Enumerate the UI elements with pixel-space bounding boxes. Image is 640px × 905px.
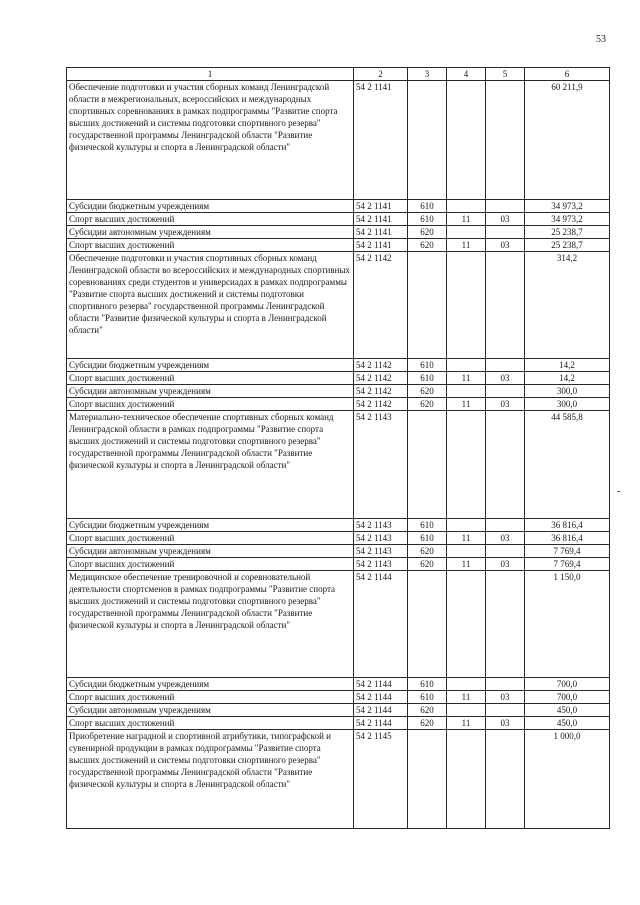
row-section-cell: 11 (447, 691, 486, 704)
row-subsection-cell: 03 (486, 372, 525, 385)
row-type-cell: 610 (408, 678, 447, 691)
row-type-cell: 610 (408, 532, 447, 545)
row-name-cell: Субсидии бюджетным учреждениям (67, 519, 354, 532)
row-name-cell: Субсидии бюджетным учреждениям (67, 359, 354, 372)
row-section-cell: 11 (447, 398, 486, 411)
row-amount-cell: 14,2 (525, 359, 610, 372)
row-amount-cell: 314,2 (525, 252, 610, 359)
table-row (67, 678, 610, 691)
row-code-cell: 54 2 1144 (354, 691, 408, 704)
row-code-cell: 54 2 1143 (354, 532, 408, 545)
row-name-cell: Спорт высших достижений (67, 372, 354, 385)
column-header: 2 (354, 68, 408, 81)
row-amount-cell: 700,0 (525, 691, 610, 704)
row-type-cell: 610 (408, 372, 447, 385)
table-row-program (67, 730, 610, 829)
row-subsection-cell: 03 (486, 213, 525, 226)
table-row (67, 226, 610, 239)
table-row (67, 372, 610, 385)
row-code-cell: 54 2 1142 (354, 359, 408, 372)
row-code-cell: 54 2 1144 (354, 678, 408, 691)
table-row-program (67, 571, 610, 678)
column-header: 6 (525, 68, 610, 81)
row-type-cell: 610 (408, 359, 447, 372)
row-code-cell: 54 2 1144 (354, 717, 408, 730)
row-subsection-cell (486, 359, 525, 372)
row-amount-cell: 25 238,7 (525, 226, 610, 239)
row-code-cell: 54 2 1141 (354, 213, 408, 226)
row-section-cell (447, 200, 486, 213)
row-amount-cell: 300,0 (525, 398, 610, 411)
table-row-program (67, 411, 610, 519)
row-type-cell: 620 (408, 704, 447, 717)
row-type-cell (408, 81, 447, 200)
row-subsection-cell (486, 385, 525, 398)
row-type-cell: 620 (408, 385, 447, 398)
row-subsection-cell (486, 519, 525, 532)
table-row (67, 385, 610, 398)
budget-table-body (67, 68, 610, 829)
row-section-cell: 11 (447, 372, 486, 385)
row-code-cell: 54 2 1144 (354, 704, 408, 717)
row-type-cell: 610 (408, 519, 447, 532)
column-header: 5 (486, 68, 525, 81)
row-code-cell: 54 2 1143 (354, 411, 408, 519)
column-header: 3 (408, 68, 447, 81)
row-section-cell: 11 (447, 717, 486, 730)
row-code-cell: 54 2 1141 (354, 239, 408, 252)
row-section-cell (447, 359, 486, 372)
row-type-cell (408, 571, 447, 678)
row-subsection-cell: 03 (486, 398, 525, 411)
row-type-cell (408, 730, 447, 829)
row-code-cell: 54 2 1143 (354, 519, 408, 532)
row-section-cell (447, 545, 486, 558)
row-name-cell: Приобретение наградной и спортивной атрибутики, типографской и сувенирной продукции в рамках подпрограммы "Развитие спорта высших достижений и системы подготовки спортивного резерва" государственной программы Ленинградской области "Развитие физической культуры и спорта в Ленинградской области" (67, 730, 354, 829)
row-subsection-cell (486, 411, 525, 519)
row-code-cell: 54 2 1142 (354, 385, 408, 398)
row-amount-cell: 34 973,2 (525, 213, 610, 226)
row-name-cell: Обеспечение подготовки и участия сборных команд Ленинградской области в межрегиональных, всероссийских и международных спортивных соревнованиях в рамках подпрограммы "Развитие спорта высших достижений и системы подготовки спортивного резерва" государственной программы Ленинградской области "Развитие физической культуры и спорта в Ленинградской области" (67, 81, 354, 200)
row-amount-cell: 25 238,7 (525, 239, 610, 252)
row-subsection-cell: 03 (486, 532, 525, 545)
row-subsection-cell: 03 (486, 691, 525, 704)
row-name-cell: Спорт высших достижений (67, 239, 354, 252)
row-type-cell (408, 411, 447, 519)
row-amount-cell: 450,0 (525, 704, 610, 717)
row-name-cell: Спорт высших достижений (67, 558, 354, 571)
row-section-cell (447, 571, 486, 678)
row-section-cell (447, 678, 486, 691)
table-row (67, 239, 610, 252)
row-section-cell (447, 226, 486, 239)
row-type-cell: 610 (408, 691, 447, 704)
table-row-program (67, 252, 610, 359)
row-code-cell: 54 2 1141 (354, 81, 408, 200)
table-row (67, 545, 610, 558)
row-amount-cell: 1 000,0 (525, 730, 610, 829)
row-subsection-cell (486, 571, 525, 678)
row-amount-cell: 7 769,4 (525, 558, 610, 571)
row-section-cell (447, 252, 486, 359)
margin-mark: - (617, 486, 621, 497)
row-code-cell: 54 2 1145 (354, 730, 408, 829)
row-amount-cell: 450,0 (525, 717, 610, 730)
row-code-cell: 54 2 1143 (354, 545, 408, 558)
row-subsection-cell (486, 730, 525, 829)
row-section-cell: 11 (447, 213, 486, 226)
row-name-cell: Спорт высших достижений (67, 532, 354, 545)
row-section-cell (447, 81, 486, 200)
row-code-cell: 54 2 1141 (354, 226, 408, 239)
row-section-cell (447, 730, 486, 829)
row-name-cell: Субсидии автономным учреждениям (67, 545, 354, 558)
row-name-cell: Субсидии бюджетным учреждениям (67, 678, 354, 691)
table-row (67, 519, 610, 532)
table-row (67, 213, 610, 226)
row-section-cell (447, 385, 486, 398)
table-row-program (67, 81, 610, 200)
row-subsection-cell (486, 678, 525, 691)
row-subsection-cell: 03 (486, 239, 525, 252)
table-row (67, 558, 610, 571)
row-subsection-cell (486, 200, 525, 213)
row-name-cell: Субсидии автономным учреждениям (67, 704, 354, 717)
row-code-cell: 54 2 1142 (354, 398, 408, 411)
row-name-cell: Спорт высших достижений (67, 398, 354, 411)
row-name-cell: Субсидии автономным учреждениям (67, 226, 354, 239)
row-type-cell: 620 (408, 226, 447, 239)
row-type-cell: 610 (408, 213, 447, 226)
row-subsection-cell: 03 (486, 717, 525, 730)
row-amount-cell: 34 973,2 (525, 200, 610, 213)
column-header: 1 (67, 68, 354, 81)
row-subsection-cell (486, 252, 525, 359)
row-name-cell: Спорт высших достижений (67, 691, 354, 704)
table-row (67, 691, 610, 704)
row-section-cell (447, 519, 486, 532)
row-name-cell: Субсидии бюджетным учреждениям (67, 200, 354, 213)
row-section-cell: 11 (447, 558, 486, 571)
row-code-cell: 54 2 1144 (354, 571, 408, 678)
row-section-cell: 11 (447, 532, 486, 545)
row-amount-cell: 1 150,0 (525, 571, 610, 678)
row-type-cell (408, 252, 447, 359)
row-subsection-cell (486, 704, 525, 717)
row-name-cell: Материально-техническое обеспечение спортивных сборных команд Ленинградской области в рамках подпрограммы "Развитие спорта высших достижений и системы подготовки спортивного резерва" государственной программы Ленинградской области "Развитие физической культуры и спорта в Ленинградской области" (67, 411, 354, 519)
row-code-cell: 54 2 1143 (354, 558, 408, 571)
table-row (67, 532, 610, 545)
row-amount-cell: 36 816,4 (525, 519, 610, 532)
row-amount-cell: 14,2 (525, 372, 610, 385)
table-row (67, 704, 610, 717)
row-amount-cell: 700,0 (525, 678, 610, 691)
row-amount-cell: 36 816,4 (525, 532, 610, 545)
row-section-cell (447, 411, 486, 519)
row-section-cell (447, 704, 486, 717)
row-name-cell: Медицинское обеспечение тренировочной и соревновательной деятельности спортсменов в рамках подпрограммы "Развитие спорта высших достижений и системы подготовки спортивного резерва" государственной программы Ленинградской области "Развитие физической культуры и спорта в Ленинградской области" (67, 571, 354, 678)
row-name-cell: Субсидии автономным учреждениям (67, 385, 354, 398)
row-amount-cell: 7 769,4 (525, 545, 610, 558)
row-name-cell: Обеспечение подготовки и участия спортивных сборных команд Ленинградской области во всероссийских и международных спортивных соревнованиях среди студентов и универсиадах в рамках подпрограммы "Развитие спорта высших достижений и системы подготовки спортивного резерва" государственной программы Ленинградской области "Развитие физической культуры и спорта в Ленинградской области" (67, 252, 354, 359)
row-code-cell: 54 2 1141 (354, 200, 408, 213)
row-code-cell: 54 2 1142 (354, 372, 408, 385)
table-header-row (67, 68, 610, 81)
budget-table (66, 67, 610, 829)
row-type-cell: 620 (408, 558, 447, 571)
row-type-cell: 610 (408, 200, 447, 213)
row-amount-cell: 60 211,9 (525, 81, 610, 200)
row-section-cell: 11 (447, 239, 486, 252)
row-type-cell: 620 (408, 398, 447, 411)
row-name-cell: Спорт высших достижений (67, 213, 354, 226)
row-amount-cell: 44 585,8 (525, 411, 610, 519)
row-type-cell: 620 (408, 239, 447, 252)
row-amount-cell: 300,0 (525, 385, 610, 398)
row-subsection-cell (486, 226, 525, 239)
row-name-cell: Спорт высших достижений (67, 717, 354, 730)
table-row (67, 200, 610, 213)
row-type-cell: 620 (408, 717, 447, 730)
table-row (67, 398, 610, 411)
row-subsection-cell: 03 (486, 558, 525, 571)
row-subsection-cell (486, 81, 525, 200)
row-type-cell: 620 (408, 545, 447, 558)
table-row (67, 359, 610, 372)
table-row (67, 717, 610, 730)
row-code-cell: 54 2 1142 (354, 252, 408, 359)
page-number: 53 (596, 34, 606, 45)
row-subsection-cell (486, 545, 525, 558)
column-header: 4 (447, 68, 486, 81)
